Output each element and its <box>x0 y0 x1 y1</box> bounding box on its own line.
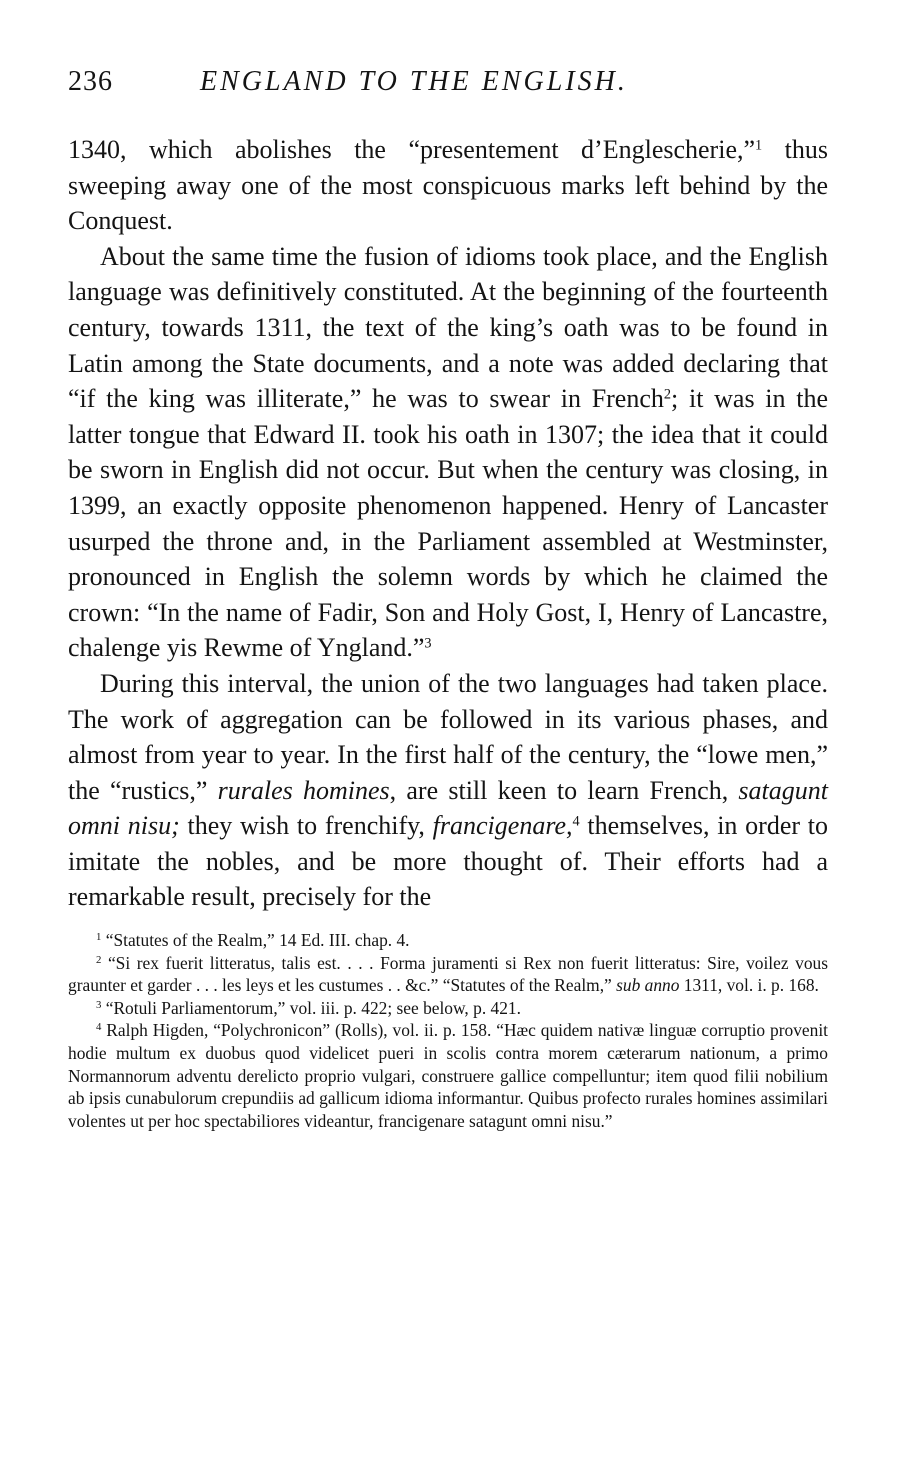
footnote-ref-2: 2 <box>663 386 672 403</box>
text-run: , are still keen to learn French, <box>389 775 739 805</box>
latin-phrase: francigenare, <box>432 811 573 841</box>
footnote-3 <box>68 997 828 1020</box>
text-run: 1340, which abolishes the “presentement d’Englescherie,” <box>68 135 756 164</box>
footnote-text: Ralph Higden, “Polychronicon” (Rolls), vol. ii. p. 158. “Hæc quidem nativæ linguæ corruptio provenit hodie multum ex duobus quod videlicet pueri in scolis contra morem cæterarum nationum, a primo Normannorum adventu derelicto proprio vulgari, construere gallice compelluntur; item quod filii nobilium ab ipsis cunabulorum crepundiis ad gallicum idioma informantur. Quibus profecto rurales homines assimilari volentes ut per hoc spectabiliores videantur, francigenare satagunt omni nisu.” <box>68 1020 828 1131</box>
footnote-mark: 3 <box>96 998 102 1011</box>
footnote-1 <box>68 929 828 952</box>
latin-phrase: rurales homines <box>217 775 390 805</box>
footnote-text: 1311, vol. i. p. 168. <box>679 975 819 996</box>
footnote-text: “Si rex fuerit litteratus, talis est. . . . Forma juramenti si Rex non fuerit litteratus: Sire, voilez vous graunter et garder . . . les leys et les custumes . . &c.” “Statutes of the Realm,” <box>68 952 828 996</box>
text-run: thus sweeping away one of the most conspicuous marks left behind by the Conquest. <box>68 135 828 236</box>
footnote-4 <box>68 1019 828 1132</box>
body-text <box>68 132 828 915</box>
footnote-ref-4: 4 <box>572 813 580 830</box>
text-run: About the same time the fusion of idioms took place, and the English language was definitively constituted. At the beginning of the fourteenth century, towards 1311, the text of the king’s oath was to be found in Latin among the State documents, and a note was added declaring that “if the king was illiterate,” he was to swear in French <box>68 241 828 414</box>
latin-phrase: sub anno <box>616 975 680 996</box>
book-page <box>68 60 828 1132</box>
text-run: they wish to frenchify, <box>179 811 433 841</box>
latin-phrase: satagunt omni nisu; <box>68 775 828 841</box>
footnote-text: “Rotuli Parliamentorum,” vol. iii. p. 422; see below, p. 421. <box>101 997 521 1018</box>
running-head: ENGLAND TO THE ENGLISH. <box>200 66 628 97</box>
footnote-ref-1: 1 <box>755 137 763 154</box>
page-header <box>68 60 828 108</box>
text-run: ; it was in the latter tongue that Edward II. took his oath in 1307; the idea that it could be sworn in English did not occur. But when the century was closing, in 1399, an exactly opposite phenomenon happened. Henry of Lancaster usurped the throne and, in the Parliament assembled at Westminster, pronounced in English the solemn words by which he claimed the crown: “In the name of Fadir, Son and Holy Gost, I, Henry of Lancastre, chalenge yis Rewme of Yngland.” <box>68 384 828 663</box>
text-run: themselves, in order to imitate the nobles, and be more thought of. Their efforts had a remarkable result, precisely for the <box>68 811 828 912</box>
footnote-ref-3: 3 <box>424 635 432 652</box>
footnote-2 <box>68 952 828 997</box>
paragraph-3 <box>68 666 828 915</box>
footnotes <box>68 929 828 1132</box>
page-number: 236 <box>68 66 113 97</box>
text-run: During this interval, the union of the two languages had taken place. The work of aggregation can be followed in its various phases, and almost from year to year. In the first half of the century, the “lowe men,” the “rustics,” <box>68 668 828 805</box>
paragraph-1 <box>68 132 828 239</box>
footnote-mark: 4 <box>96 1021 102 1034</box>
paragraph-2 <box>68 239 828 666</box>
footnote-mark: 2 <box>96 953 102 966</box>
footnote-text: “Statutes of the Realm,” 14 Ed. III. chap. 4. <box>101 930 410 951</box>
footnote-mark: 1 <box>96 931 102 944</box>
